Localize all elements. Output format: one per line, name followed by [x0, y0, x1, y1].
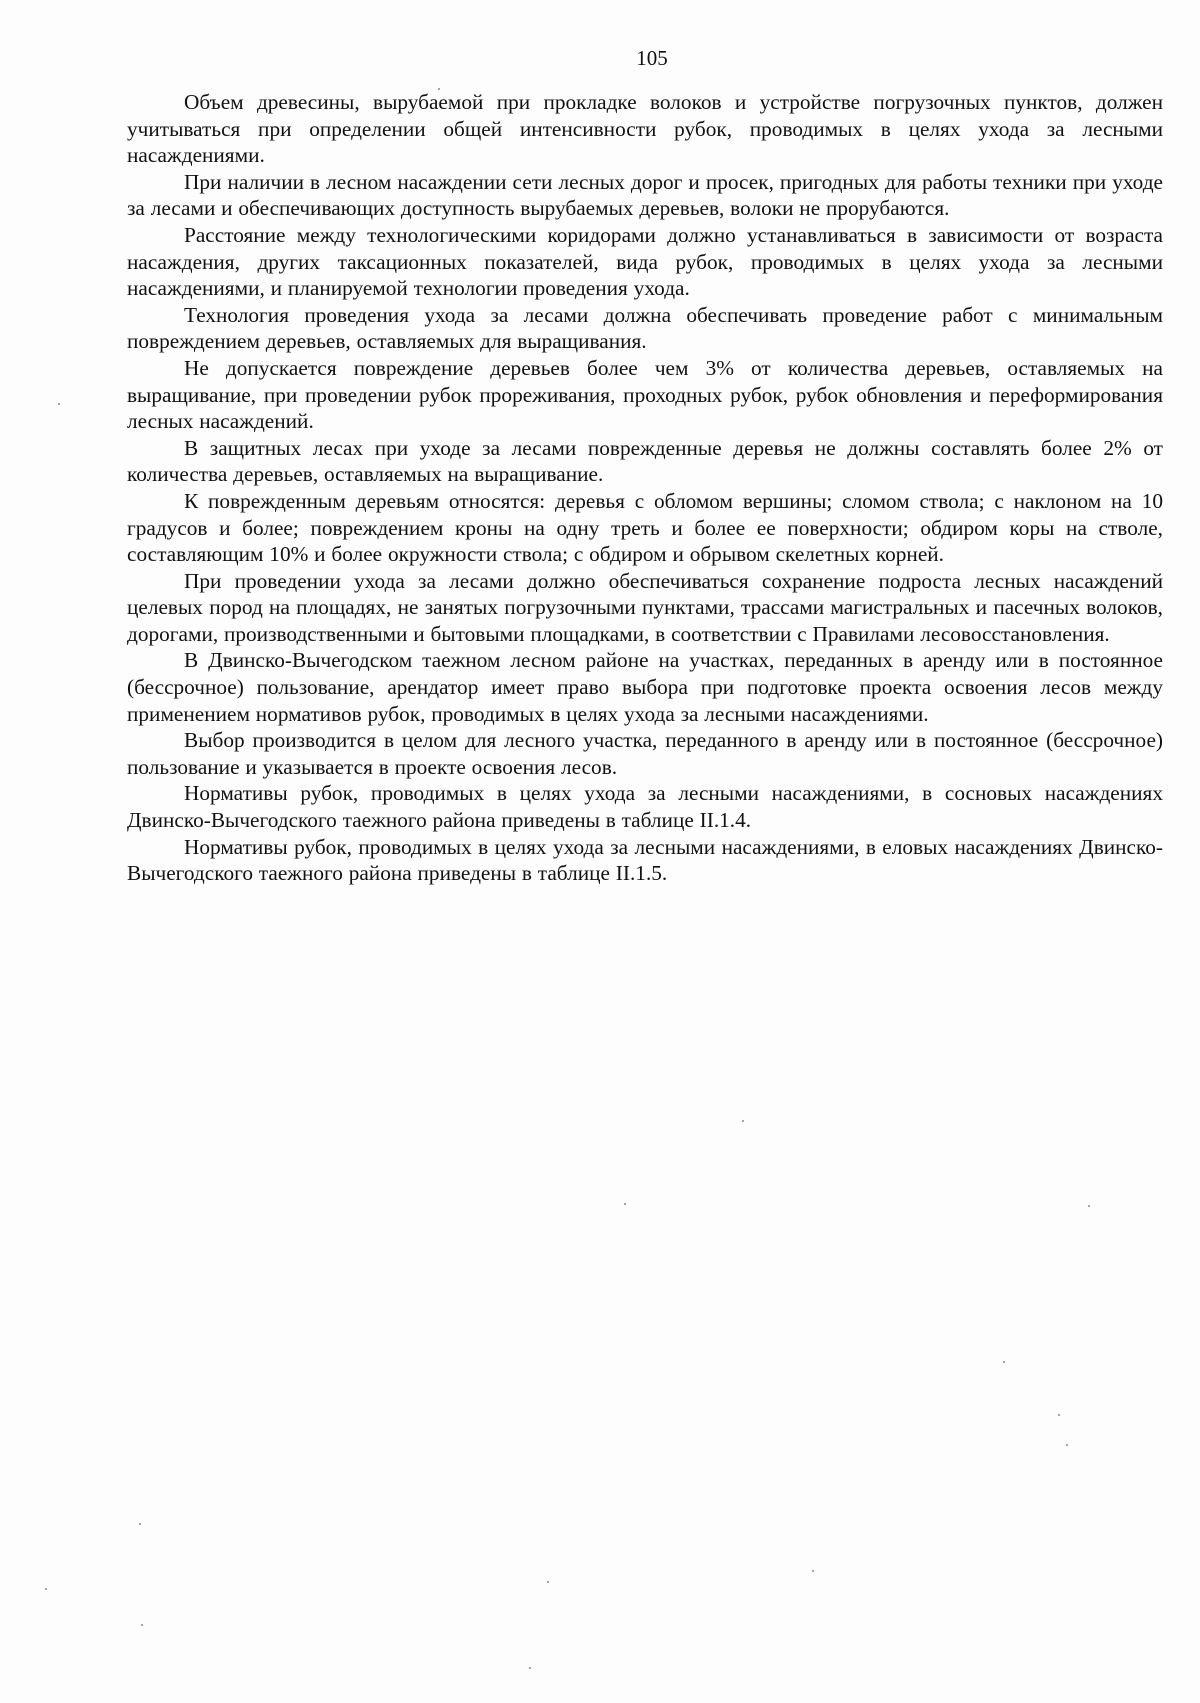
scan-speck	[58, 403, 60, 405]
paragraph: В Двинско-Вычегодском таежном лесном районе на участках, переданных в аренду или в постоянное (бессрочное) пользование, арендатор имеет право выбора при подготовке проекта освоения лесов между применением нормативов рубок, проводимых в целях ухода за лесными насаждениями.	[127, 648, 1163, 726]
scan-speck	[1058, 1414, 1060, 1416]
document-body	[127, 89, 1163, 887]
scan-speck	[529, 1667, 531, 1669]
paragraph: Нормативы рубок, проводимых в целях ухода за лесными насаждениями, в сосновых насаждениях Двинско-Вычегодского таежного района приведены в таблице II.1.4.	[127, 781, 1163, 833]
scan-speck	[812, 1570, 814, 1572]
scan-speck	[1088, 1205, 1090, 1207]
paragraph: Выбор производится в целом для лесного участка, переданного в аренду или в постоянное (бессрочное) пользование и указывается в проекте освоения лесов.	[127, 728, 1163, 779]
scan-speck	[1003, 1361, 1005, 1363]
scan-speck	[438, 88, 440, 90]
paragraph: Нормативы рубок, проводимых в целях ухода за лесными насаждениями, в еловых насаждениях Двинско-Вычегодского таежного района приведены в таблице II.1.5.	[127, 834, 1163, 886]
scan-speck	[742, 1120, 744, 1122]
paragraph: При наличии в лесном насаждении сети лесных дорог и просек, пригодных для работы техники при уходе за лесами и обеспечивающих доступность вырубаемых деревьев, волоки не прорубаются.	[127, 169, 1163, 221]
scan-speck	[45, 1588, 47, 1590]
paragraph: В защитных лесах при уходе за лесами поврежденные деревья не должны составлять более 2% от количества деревьев, оставляемых на выращивание.	[127, 435, 1163, 487]
paragraph: Расстояние между технологическими коридорами должно устанавливаться в зависимости от возраста насаждения, других таксационных показателей, вида рубок, проводимых в целях ухода за лесными насаждениями, и планируемой технологии проведения ухода.	[127, 222, 1163, 301]
scan-speck	[547, 1581, 549, 1583]
scan-speck	[624, 1203, 626, 1205]
paragraph: Технология проведения ухода за лесами должна обеспечивать проведение работ с минимальным повреждением деревьев, оставляемых для выращивания.	[127, 302, 1163, 354]
scan-speck	[141, 1624, 143, 1626]
paragraph: Не допускается повреждение деревьев более чем 3% от количества деревьев, оставляемых на выращивание, при проведении рубок прореживания, проходных рубок, рубок обновления и переформирования лесных насаждений.	[127, 355, 1163, 434]
scan-speck	[1066, 1444, 1068, 1446]
paragraph: При проведении ухода за лесами должно обеспечиваться сохранение подроста лесных насаждений целевых пород на площадях, не занятых погрузочными пунктами, трассами магистральных и пасечных волоков, дорогами, производственными и бытовыми площадками, в соответствии с Правилами лесовосстановления.	[127, 568, 1163, 646]
paragraph: Объем древесины, вырубаемой при прокладке волоков и устройстве погрузочных пунктов, должен учитываться при определении общей интенсивности рубок, проводимых в целях ухода за лесными насаждениями.	[127, 90, 1163, 168]
page-number: 105	[636, 46, 668, 70]
scan-speck	[139, 1523, 141, 1525]
paragraph: К поврежденным деревьям относятся: деревья с обломом вершины; сломом ствола; с наклоном на 10 градусов и более; повреждением кроны на одну треть и более ее поверхности; обдиром коры на стволе, составляющим 10% и более окружности ствола; с обдиром и обрывом скелетных корней.	[127, 488, 1163, 567]
